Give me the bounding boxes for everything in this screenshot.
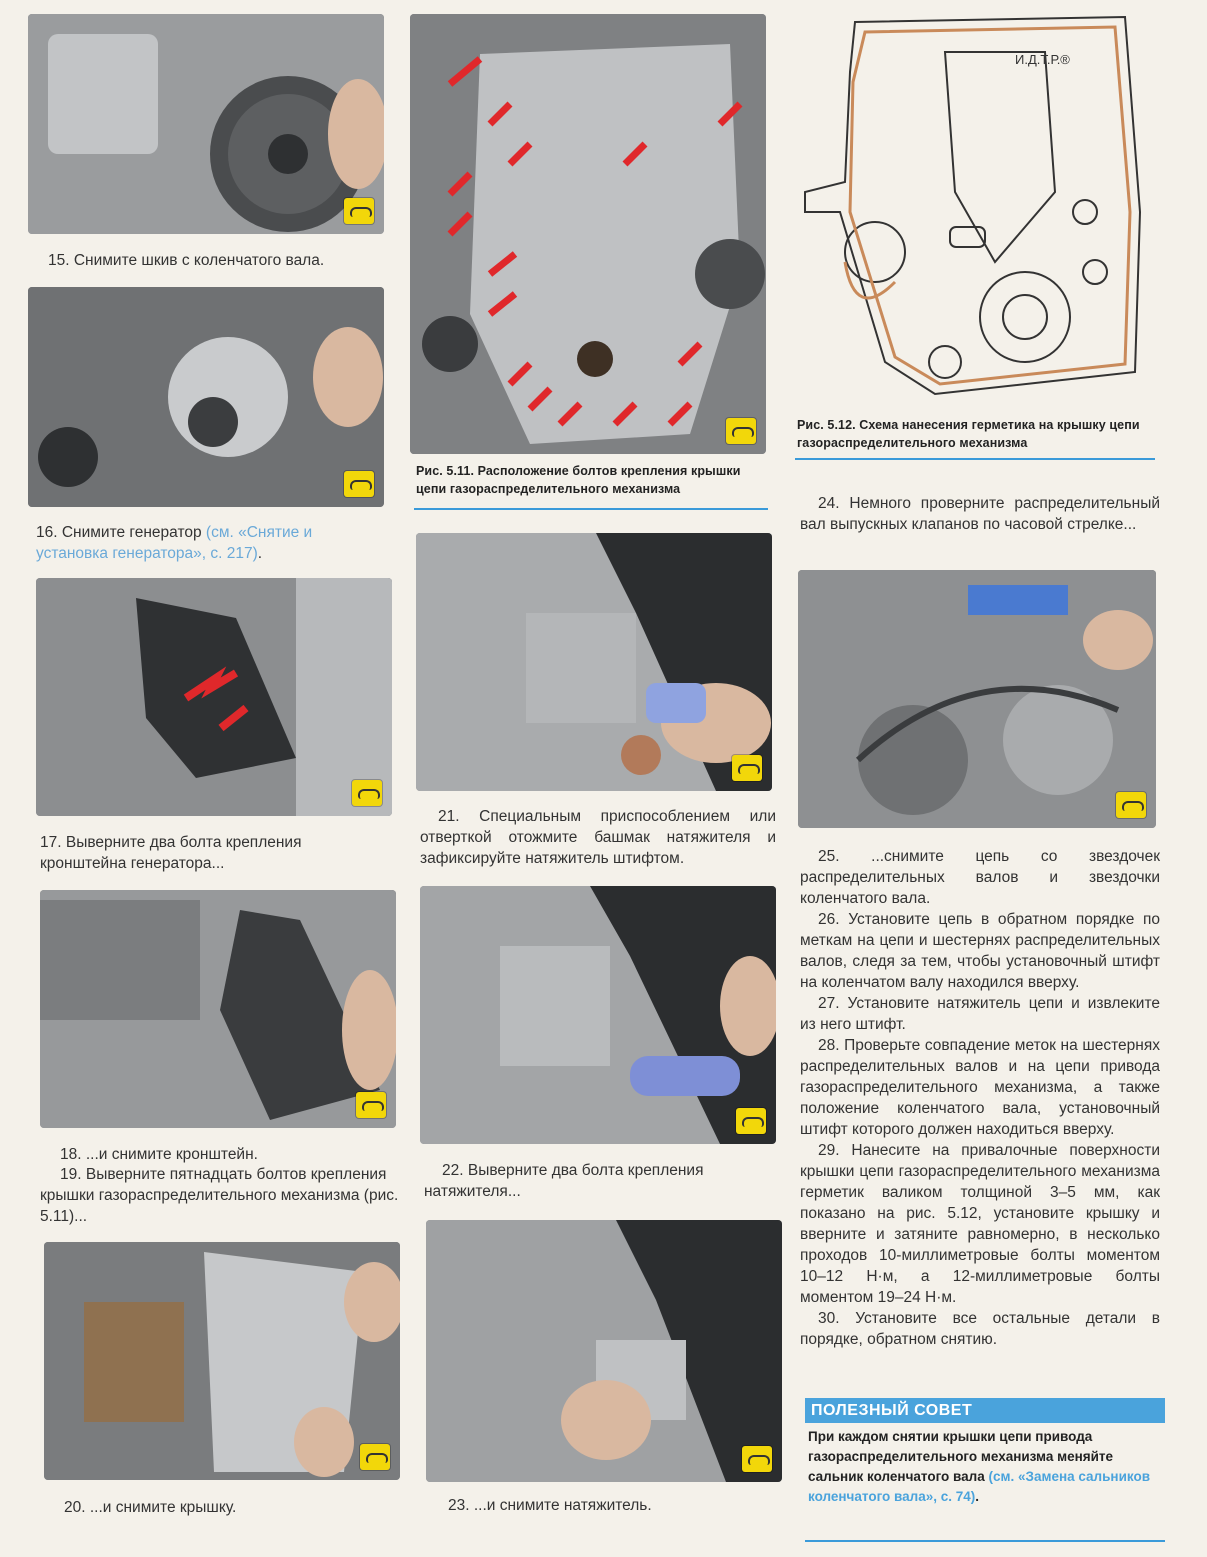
figure-5-12-caption: Рис. 5.12. Схема нанесения герметика на крышку цепи газораспределительного механизма — [797, 418, 1140, 450]
useful-tip-title: ПОЛЕЗНЫЙ СОВЕТ — [805, 1398, 1165, 1423]
bracket-bolts-illustration — [36, 578, 392, 816]
publisher-logo-badge — [736, 1108, 766, 1134]
tip-bottom-rule — [805, 1540, 1165, 1542]
caption-step-16-text: 16. Снимите генератор — [36, 524, 206, 541]
publisher-logo-badge — [1116, 792, 1146, 818]
pulley-illustration — [28, 14, 384, 234]
step-26: 26. Установите цепь в обратном порядке по меткам на цепи и шестернях распределительных валов, следя за тем, чтобы установочный штифт на коленчатом валу находился вверху. — [800, 911, 1160, 991]
publisher-logo-badge — [344, 198, 374, 224]
steps-25-30-text — [800, 846, 1160, 1350]
photo-tensioner-pin — [416, 533, 772, 791]
caption-step-20: 20. ...и снимите крышку. — [64, 1499, 237, 1516]
publisher-logo-badge — [726, 418, 756, 444]
diagram-sealant-fig-5-12 — [795, 12, 1160, 402]
caption-step-16 — [36, 522, 388, 564]
caption-step-15: 15. Снимите шкив с коленчатого вала. — [48, 252, 325, 269]
photo-bracket-removed — [40, 890, 396, 1128]
photo-tensioner-bolts — [420, 886, 776, 1144]
publisher-logo-badge — [742, 1446, 772, 1472]
tensioner-removed-illustration — [426, 1220, 782, 1482]
step-29: 29. Нанесите на привалочные поверхности крышки цепи газораспределительного механизма герметик валиком толщиной 3–5 мм, как показано на рис. 5.12, установите крышку и вверните и затяните равномерно, в несколько проходов 10-миллиметровые болты моментом 10–12 Н·м, а 12-миллиметровые болты моментом 19–24 Н·м. — [800, 1142, 1160, 1306]
publisher-logo-badge — [360, 1444, 390, 1470]
tip-end: . — [975, 1489, 980, 1504]
caption-step-18: 18. ...и снимите кронштейн. — [60, 1146, 258, 1163]
step-24-text — [800, 493, 1160, 535]
diagram-trademark-mark: И.Д.Т.Р.® — [1015, 52, 1070, 67]
cover-removal-illustration — [44, 1242, 400, 1480]
caption-step-17: 17. Выверните два болта крепления кронштейна генератора... — [40, 834, 302, 872]
photo-cover-removed — [44, 1242, 400, 1480]
sealant-scheme-diagram — [795, 12, 1160, 402]
caption-step-19: 19. Выверните пятнадцать болтов крепления крышки газораспределительного механизма (рис. 5.11)... — [40, 1166, 399, 1225]
photo-generator-bracket-bolts — [36, 578, 392, 816]
figure-5-11-rule — [414, 508, 768, 510]
photo-tensioner-removed — [426, 1220, 782, 1482]
tip-body: При каждом снятии крышки цепи привода газораспределительного механизма меняйте сальник коленчатого вала — [808, 1429, 1114, 1484]
tensioner-pin-illustration — [416, 533, 772, 791]
useful-tip-text — [808, 1427, 1163, 1507]
publisher-logo-badge — [352, 780, 382, 806]
step-27: 27. Установите натяжитель цепи и извлеките из него штифт. — [800, 995, 1160, 1033]
reference-generator-link[interactable]: (см. «Снятие и установка генератора», с. 217) — [36, 524, 313, 562]
generator-illustration — [28, 287, 384, 507]
step-30: 30. Установите все остальные детали в порядке, обратном снятию. — [800, 1310, 1160, 1348]
publisher-logo-badge — [344, 471, 374, 497]
tensioner-bolts-illustration — [420, 886, 776, 1144]
figure-5-12-rule — [795, 458, 1155, 460]
photo-crankshaft-pulley — [28, 14, 384, 234]
photo-cover-bolts-fig-5-11 — [410, 14, 766, 454]
reference-crankshaft-seal-link[interactable]: (см. «Замена сальников коленчатого вала», с. 74) — [808, 1469, 1151, 1504]
photo-timing-chain — [798, 570, 1156, 828]
photo-generator — [28, 287, 384, 507]
caption-step-23: 23. ...и снимите натяжитель. — [448, 1497, 652, 1514]
caption-step-16-end: . — [257, 545, 263, 562]
caption-step-22: 22. Выверните два болта крепления натяжителя... — [424, 1162, 704, 1200]
timing-chain-illustration — [798, 570, 1156, 828]
step-25: 25. ...снимите цепь со звездочек распределительных валов и звездочки коленчатого вала. — [800, 848, 1160, 907]
publisher-logo-badge — [732, 755, 762, 781]
publisher-logo-badge — [356, 1092, 386, 1118]
step-28: 28. Проверьте совпадение меток на шестернях распределительных валов и на цепи привода газораспределительного механизма, а также положение коленчатого вала, установочный штифт которого должен находиться вверху. — [800, 1037, 1160, 1138]
step-24: 24. Немного проверните распределительный вал выпускных клапанов по часовой стрелке... — [800, 495, 1160, 533]
bracket-removed-illustration — [40, 890, 396, 1128]
cover-bolts-illustration — [410, 14, 766, 454]
figure-5-11-caption: Рис. 5.11. Расположение болтов крепления крышки цепи газораспределительного механизма — [416, 464, 741, 496]
caption-step-21: 21. Специальным приспособлением или отверткой отожмите башмак натяжителя и зафиксируйте натяжитель штифтом. — [420, 808, 776, 867]
